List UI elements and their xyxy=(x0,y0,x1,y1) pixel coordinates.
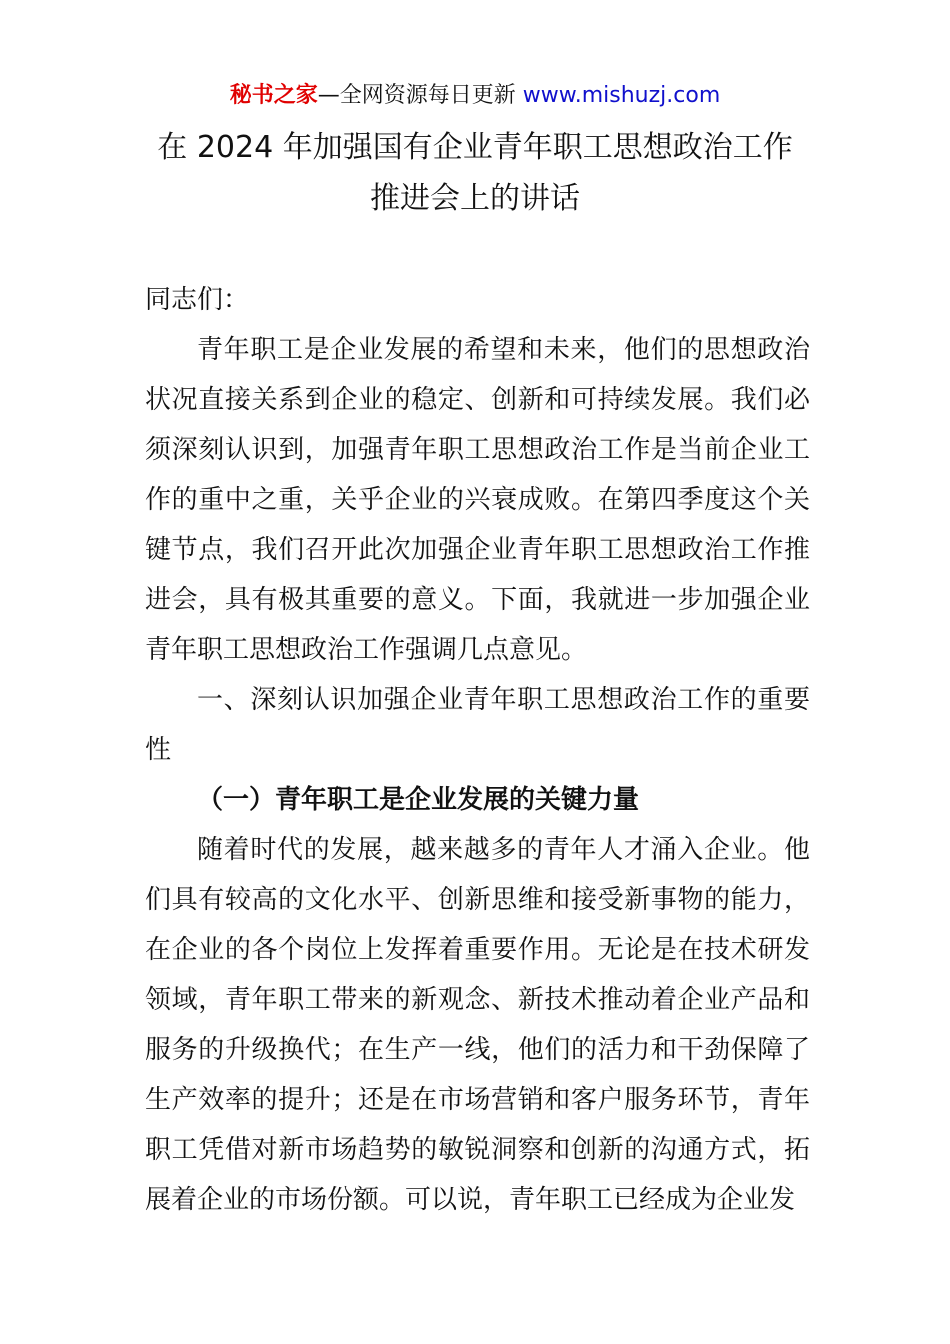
site-brand: 秘书之家 xyxy=(229,83,318,108)
document-title-line-1: 在 2024 年加强国有企业青年职工思想政治工作 xyxy=(157,130,793,165)
document-body xyxy=(145,275,810,1225)
salutation: 同志们： xyxy=(145,285,250,315)
document-title-line-2: 推进会上的讲话 xyxy=(370,181,580,216)
paragraph-youth-workers: 随着时代的发展，越来越多的青年人才涌入企业。他们具有较高的文化水平、创新思维和接受新事物的能力，在企业的各个岗位上发挥着重要作用。无论是在技术研发领域，青年职工带来的新观念、新技术推动着企业产品和服务的升级换代；在生产一线，他们的活力和干劲保障了生产效率的提升；还是在市场营销和客户服务环节，青年职工凭借对新市场趋势的敏锐洞察和创新的沟通方式，拓展着企业的市场份额。可以说，青年职工已经成为企业发 xyxy=(145,835,810,1215)
site-header xyxy=(0,80,950,112)
subsection-heading-1: （一）青年职工是企业发展的关键力量 xyxy=(197,785,640,815)
section-heading-1: 一、深刻认识加强企业青年职工思想政治工作的重要性 xyxy=(145,685,810,765)
paragraph-intro: 青年职工是企业发展的希望和未来，他们的思想政治状况直接关系到企业的稳定、创新和可持续发展。我们必须深刻认识到，加强青年职工思想政治工作是当前企业工作的重中之重，关乎企业的兴衰成败。在第四季度这个关键节点，我们召开此次加强企业青年职工思想政治工作推进会，具有极其重要的意义。下面，我就进一步加强企业青年职工思想政治工作强调几点意见。 xyxy=(145,335,810,665)
site-tagline: —全网资源每日更新 xyxy=(317,83,523,108)
site-url: www.mishuzj.com xyxy=(522,83,721,108)
